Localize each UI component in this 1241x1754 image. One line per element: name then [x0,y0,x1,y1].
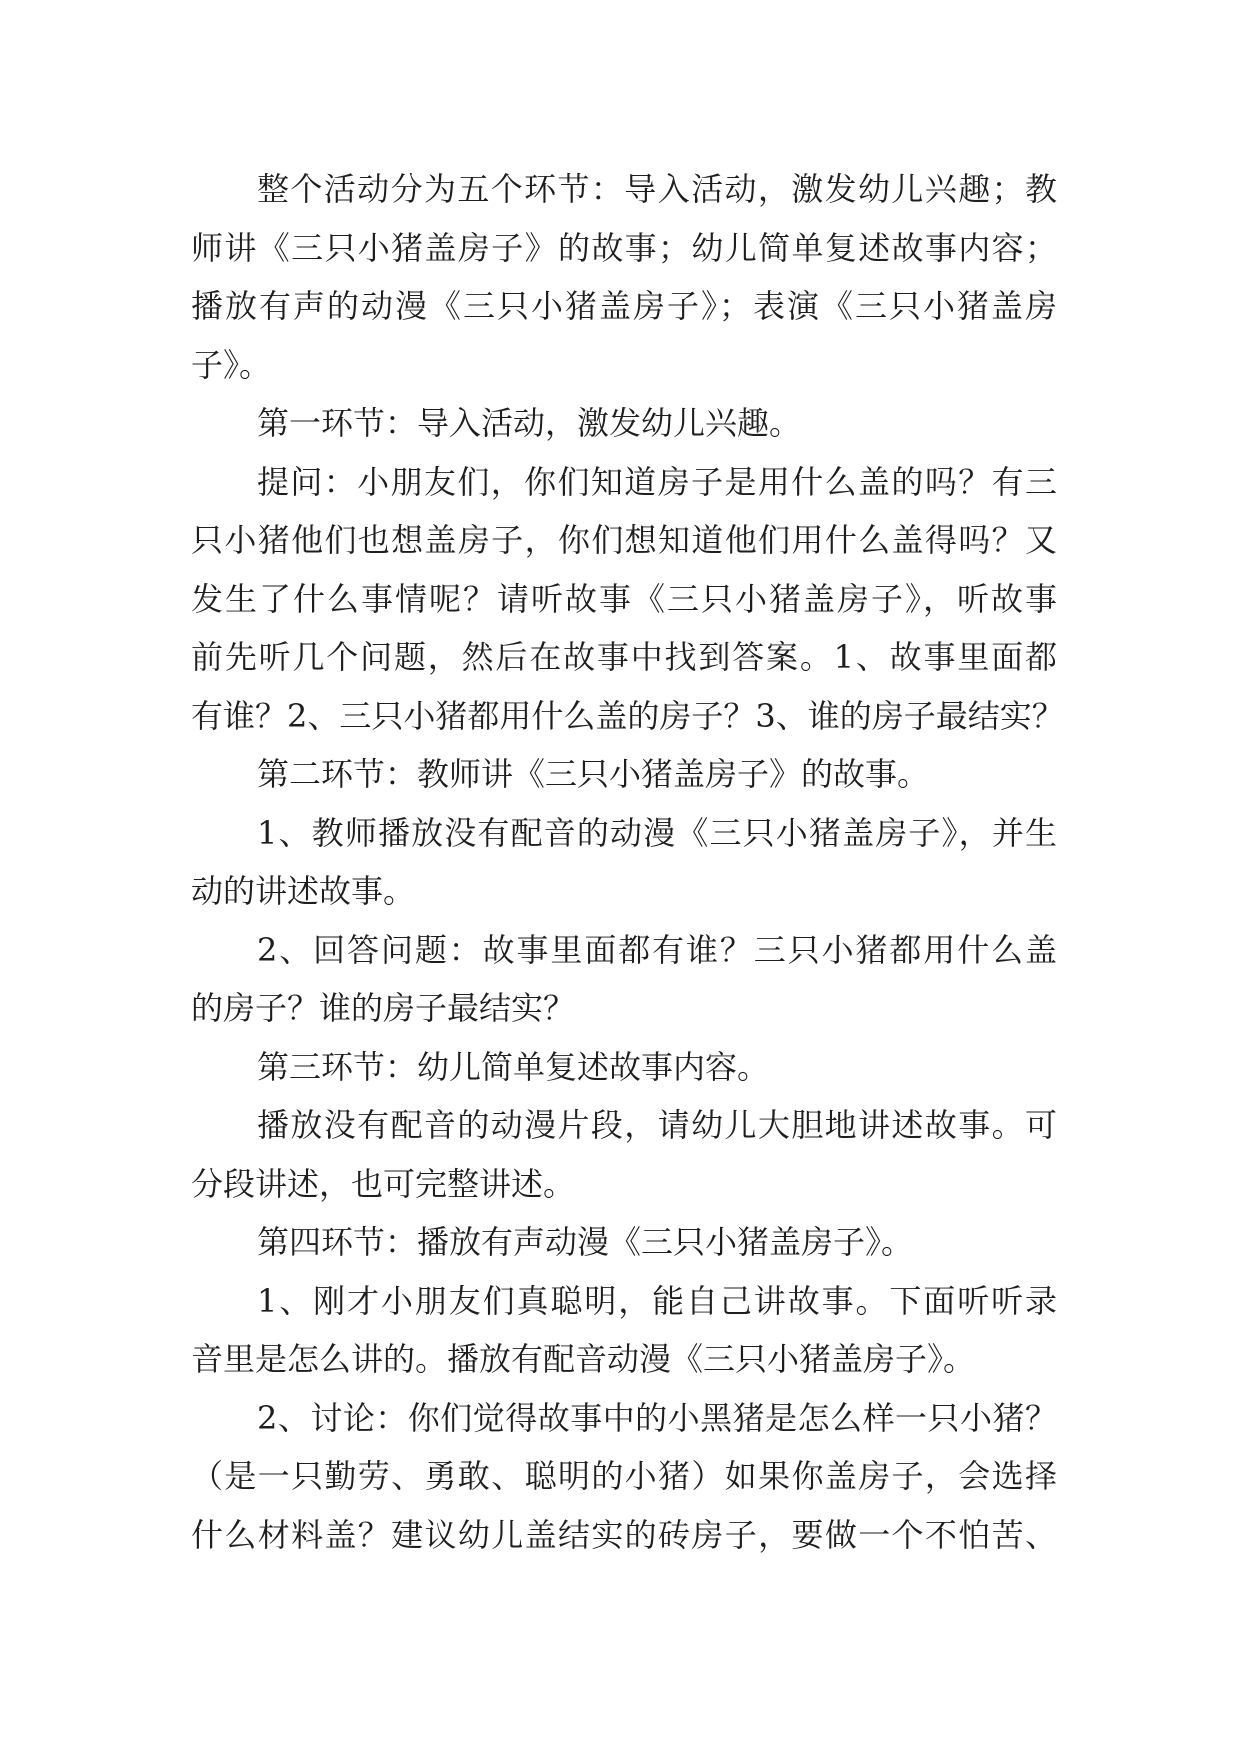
paragraph-step-4-item-2 [191,1389,1057,1565]
paragraph-line: 分段讲述，也可完整讲述。 [191,1164,576,1203]
paragraph-line: 子》。 [191,345,272,384]
section-heading-step-2 [191,745,1057,804]
paragraph-step-3 [191,1096,1057,1213]
paragraph-line: 音里是怎么讲的。播放有配音动漫《三只小猪盖房子》。 [191,1340,976,1378]
paragraph-line: 第一环节：导入活动，激发幼儿兴趣。 [257,404,802,442]
paragraph-line: 前先听几个问题，然后在故事中找到答案。1、故事里面都 [191,638,1057,676]
paragraph-questions [191,453,1064,746]
paragraph-line: 整个活动分为五个环节：导入活动，激发幼儿兴趣；教 [257,170,1057,208]
paragraph-line: 播放有声的动漫《三只小猪盖房子》；表演《三只小猪盖房 [191,287,1057,325]
paragraph-step-4-item-1 [191,1272,1057,1389]
paragraph-line: 2、讨论：你们觉得故事中的小黑猪是怎么样一只小猪？ [257,1398,1057,1437]
paragraph-line: 1、教师播放没有配音的动漫《三只小猪盖房子》，并生 [257,813,1057,852]
paragraph-line: 有谁？2、三只小猪都用什么盖的房子？3、谁的房子最结实？ [191,696,1064,735]
paragraph-line: 第三环节：幼儿简单复述故事内容。 [257,1047,770,1086]
paragraph-line: 第四环节：播放有声动漫《三只小猪盖房子》。 [257,1223,914,1261]
paragraph-line: 师讲《三只小猪盖房子》的故事；幼儿简单复述故事内容； [191,228,1057,267]
paragraph-line: 发生了什么事情呢？请听故事《三只小猪盖房子》，听故事 [191,579,1057,618]
paragraph-line: 什么材料盖？建议幼儿盖结实的砖房子，要做一个不怕苦、 [191,1515,1057,1554]
paragraph-line: 只小猪他们也想盖房子，你们想知道他们用什么盖得吗？又 [191,521,1057,559]
paragraph-line: 1、刚才小朋友们真聪明，能自己讲故事。下面听听录 [257,1281,1057,1320]
paragraph-line: 2、回答问题：故事里面都有谁？三只小猪都用什么盖 [257,930,1057,969]
paragraph-line: 播放没有配音的动漫片段，请幼儿大胆地讲述故事。可 [257,1106,1057,1144]
paragraph-line: 的房子？谁的房子最结实？ [191,989,576,1027]
section-heading-step-4 [191,1213,1057,1272]
paragraph-line: 第二环节：教师讲《三只小猪盖房子》的故事。 [257,755,930,793]
section-heading-step-3 [191,1038,1057,1097]
paragraph-step-2-item-1 [191,804,1057,921]
paragraph-line: 提问：小朋友们，你们知道房子是用什么盖的吗？有三 [257,462,1057,501]
section-heading-step-1 [191,394,1057,453]
paragraph-activity-overview [191,160,1057,394]
paragraph-line: 动的讲述故事。 [191,872,416,910]
paragraph-step-2-item-2 [191,921,1057,1038]
paragraph-line: （是一只勤劳、勇敢、聪明的小猪）如果你盖房子，会选择 [191,1457,1057,1495]
document-body [191,160,1064,1564]
